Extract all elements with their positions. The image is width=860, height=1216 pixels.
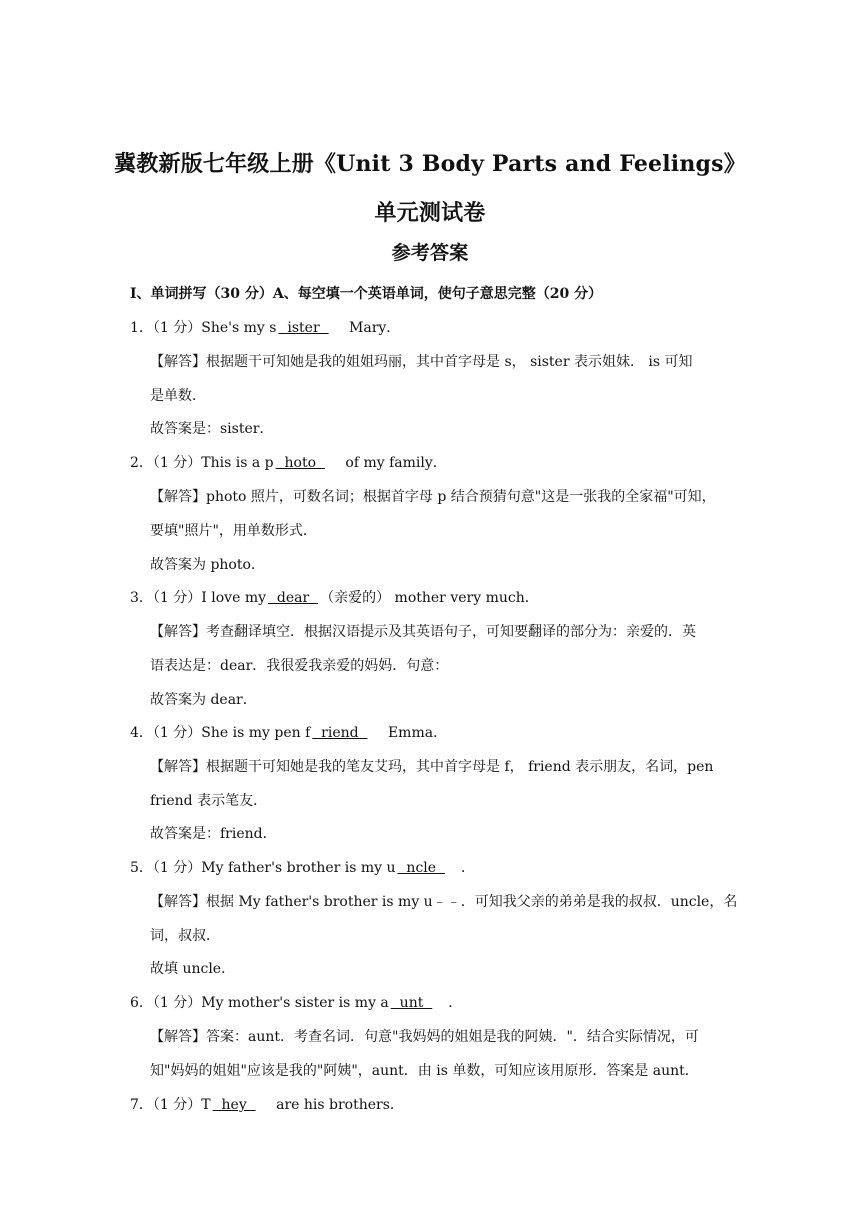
document-subtitle: 单元测试卷 — [374, 200, 486, 226]
question-7 — [130, 1094, 404, 1114]
question-number: 6． — [130, 995, 153, 1011]
analysis-line: friend 表示笔友． — [150, 793, 268, 809]
analysis-line: 是单数． — [150, 388, 206, 404]
analysis-line: 【解答】答案：aunt．考查名词．句意"我妈妈的姐姐是我的阿姨．"．结合实际情况，可 — [150, 1029, 699, 1045]
answer-blank: unt — [390, 995, 433, 1011]
analysis-line: 【解答】根据题干可知她是我的笔友艾玛，其中首字母是 f， friend 表示朋友，名词，pen — [150, 759, 714, 775]
analysis-line: 【解答】根据 My father's brother is my u﹣﹣．可知我父亲的弟弟是我的叔叔．uncle，名 — [150, 894, 738, 910]
question-2 — [130, 452, 447, 472]
section-heading: I、单词拼写（30 分）A、每空填一个英语单词，使句子意思完整（20 分） — [130, 286, 603, 302]
question-text: She is my pen f — [201, 725, 311, 741]
analysis-line: 知"妈妈的姐姐"应该是我的"阿姨"，aunt．由 is 单数，可知应该用原形．答案是 aunt． — [150, 1063, 699, 1079]
analysis-line: 要填"照片"，用单数形式． — [150, 523, 317, 539]
question-3 — [130, 587, 539, 607]
question-text-end: ． — [460, 860, 475, 876]
question-text: I love my — [201, 590, 266, 606]
question-score: （1 分） — [152, 320, 202, 336]
question-text: T — [201, 1097, 211, 1113]
question-text: My mother's sister is my a — [201, 995, 389, 1011]
final-answer: 故答案是：sister． — [150, 421, 274, 437]
analysis-line: 【解答】photo 照片，可数名词；根据首字母 p 结合预猜句意"这是一张我的全家福"可知， — [150, 489, 716, 505]
question-text: This is a p — [201, 455, 274, 471]
question-score: （1 分） — [152, 725, 202, 741]
question-text-end: Mary． — [344, 320, 401, 336]
question-5 — [130, 857, 475, 877]
answer-blank: ncle — [397, 860, 445, 876]
question-number: 4． — [130, 725, 153, 741]
question-number: 7． — [130, 1097, 153, 1113]
question-score: （1 分） — [152, 590, 202, 606]
question-number: 1． — [130, 320, 153, 336]
answer-blank: hoto — [275, 455, 325, 471]
question-text-end: Emma． — [383, 725, 448, 741]
analysis-line: 【解答】考查翻译填空．根据汉语提示及其英语句子，可知要翻译的部分为：亲爱的．英 — [150, 624, 696, 640]
question-4 — [130, 722, 447, 742]
question-number: 2． — [130, 455, 153, 471]
answer-blank: ister — [278, 320, 329, 336]
question-1 — [130, 317, 400, 337]
question-text-end: are his brothers． — [271, 1097, 404, 1113]
question-score: （1 分） — [152, 860, 202, 876]
answer-blank: riend — [312, 725, 368, 741]
analysis-line: 语表达是：dear．我很爱我亲爱的妈妈．句意： — [150, 658, 449, 674]
analysis-line: 词，叔叔． — [150, 928, 220, 944]
question-number: 5． — [130, 860, 153, 876]
question-text: My father's brother is my u — [201, 860, 396, 876]
analysis-line: 【解答】根据题干可知她是我的姐姐玛丽，其中首字母是 s， sister 表示姐妹． is 可知 — [150, 354, 693, 370]
final-answer: 故填 uncle． — [150, 961, 236, 977]
question-number: 3． — [130, 590, 153, 606]
question-text-end: of my family． — [340, 455, 447, 471]
question-text-end: ． — [448, 995, 463, 1011]
question-6 — [130, 992, 462, 1012]
answer-blank: hey — [212, 1097, 256, 1113]
question-score: （1 分） — [152, 995, 202, 1011]
final-answer: 故答案为 photo． — [150, 557, 265, 573]
question-score: （1 分） — [152, 1097, 202, 1113]
final-answer: 故答案是：friend． — [150, 826, 277, 842]
final-answer: 故答案为 dear． — [150, 692, 257, 708]
answer-blank: dear — [268, 590, 319, 606]
question-text: She's my s — [201, 320, 277, 336]
question-score: （1 分） — [152, 455, 202, 471]
question-text-end: （亲爱的） mother very much． — [320, 590, 539, 606]
answers-heading: 参考答案 — [391, 242, 469, 264]
document-title: 冀教新版七年级上册《Unit 3 Body Parts and Feelings》 — [114, 151, 746, 177]
